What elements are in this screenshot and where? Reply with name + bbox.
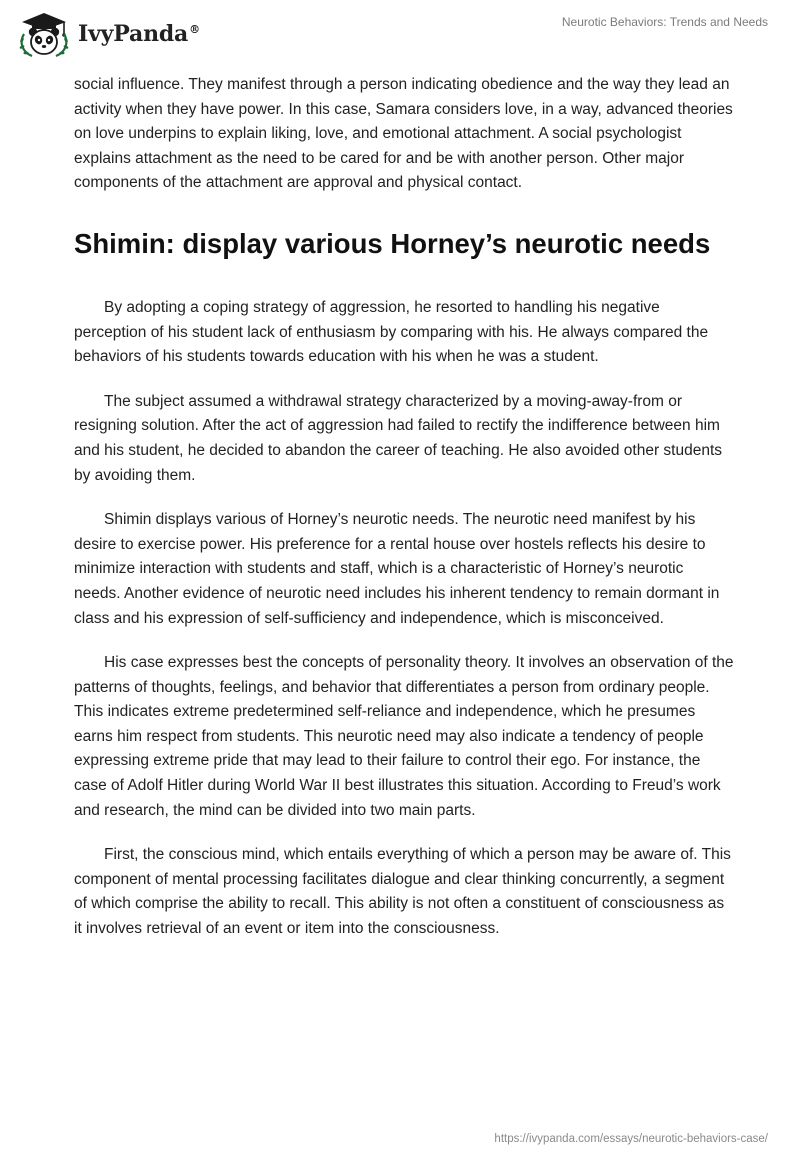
page-header: [0, 0, 800, 70]
body-paragraph: The subject assumed a withdrawal strategy characterized by a moving-away-from or resigning solution. After the act of aggression had failed to rectify the indifference between him and his student, he decided to abandon the career of teaching. He also avoided other students by avoiding them.: [74, 392, 723, 484]
section-heading: Shimin: display various Horney’s neurotic needs: [74, 227, 711, 259]
body-paragraph: First, the conscious mind, which entails everything of which a person may be aware of. This component of mental processing facilitates dialogue and clear thinking concurrently, a segment of which comprise the ability to recall. This ability is not often a constituent of consciousness as it involves retrieval of an event or item into the consciousness.: [74, 846, 731, 938]
article-body: [74, 73, 734, 962]
source-url[interactable]: https://ivypanda.com/essays/neurotic-behaviors-case/: [494, 1133, 768, 1145]
body-paragraph: By adopting a coping strategy of aggression, he resorted to handling his negative perception of his student lack of enthusiasm by comparing with his. He always compared the behaviors of his students towards education with his when he was a student.: [74, 298, 709, 366]
document-title: Neurotic Behaviors: Trends and Needs: [561, 15, 768, 29]
brand-name: IvyPanda®: [78, 21, 200, 47]
lead-paragraph: social influence. They manifest through a person indicating obedience and the way they lead an activity when they have power. In this case, Samara considers love, in a way, advanced theories on love underpins to explain liking, love, and emotional attachment. A social psychologist explains attachment as the need to be cared for and be with another person. Other major components of the attachment are approval and physical contact.: [74, 76, 733, 192]
body-paragraph: His case expresses best the concepts of personality theory. It involves an observation of the patterns of thoughts, feelings, and behavior that differentiates a person from ordinary people. This indicates extreme predetermined self-reliance and independence, which he presumes earns him respect from students. This neurotic need may also indicate a tendency of people expressing extreme pride that may lead to their failure to control their ego. For instance, the case of Adolf Hitler during World War II best illustrates this situation. According to Freud’s work and research, the mind can be divided into two main parts.: [74, 654, 734, 819]
panda-graduate-icon: [14, 8, 70, 60]
brand-logo[interactable]: [14, 8, 200, 60]
body-paragraph: Shimin displays various of Horney’s neurotic needs. The neurotic need manifest by his desire to exercise power. His preference for a rental house over hostels reflects his desire to minimize interaction with students and staff, which is a characteristic of Horney’s neurotic needs. Another evidence of neurotic need includes his inherent tendency to remain dormant in class and his expression of self-sufficiency and independence, which is misconceived.: [74, 511, 720, 627]
